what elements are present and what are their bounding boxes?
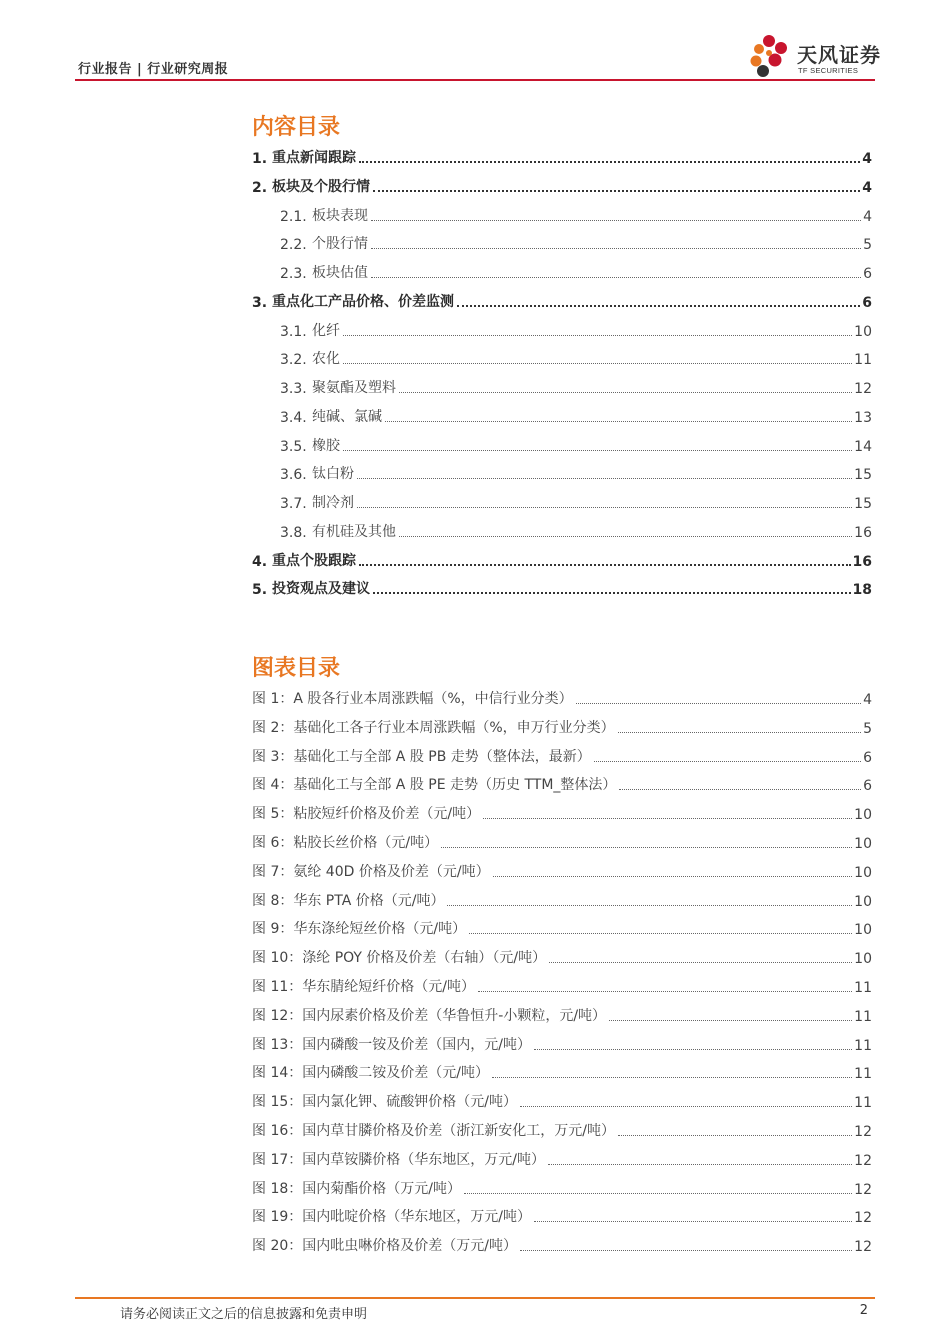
toc-entry-title: 有机硅及其他	[312, 523, 396, 540]
toc-entry-title: 重点个股跟踪	[272, 552, 356, 569]
dot-leader	[373, 190, 860, 192]
toc-entry-number: 5.	[252, 582, 268, 599]
footer-divider	[75, 1297, 875, 1299]
toc-entry-number: 3.5.	[280, 438, 307, 455]
figure-entry-page: 12	[854, 1152, 872, 1169]
toc-entry[interactable]	[252, 550, 872, 570]
figure-entry[interactable]	[252, 1178, 872, 1198]
dot-leader	[359, 564, 851, 566]
dot-leader	[492, 1077, 852, 1078]
toc-entry-page: 6	[863, 266, 872, 282]
figure-entry-page: 10	[854, 893, 872, 910]
dot-leader	[576, 703, 861, 704]
footer-page-number: 2	[859, 1303, 868, 1318]
toc-entry-number: 3.2.	[280, 352, 307, 369]
dot-leader	[399, 392, 852, 393]
dot-leader	[343, 363, 852, 364]
toc-entry-title: 板块估值	[312, 265, 368, 281]
figure-entry[interactable]	[252, 1034, 872, 1054]
toc-entry-page: 16	[852, 553, 872, 570]
figure-entry-page: 6	[863, 749, 872, 766]
figure-entry-title: 图 2：基础化工各子行业本周涨跌幅（%，申万行业分类）	[252, 719, 615, 736]
toc-entry-number: 2.3.	[280, 266, 307, 282]
brand-logo	[745, 31, 885, 81]
dot-leader	[469, 933, 852, 934]
toc-entry[interactable]	[280, 406, 872, 426]
figure-entry[interactable]	[252, 1091, 872, 1111]
figure-entry-title: 图 3：基础化工与全部 A 股 PB 走势（整体法，最新）	[252, 748, 591, 765]
toc-entry[interactable]	[280, 492, 872, 512]
dot-leader	[464, 1193, 852, 1194]
toc-entry[interactable]	[280, 262, 872, 282]
figure-entry-title: 图 12：国内尿素价格及价差（华鲁恒升-小颗粒，元/吨）	[252, 1007, 607, 1024]
dot-leader	[359, 161, 860, 163]
figure-entry-title: 图 14：国内磷酸二铵及价差（元/吨）	[252, 1065, 489, 1082]
dot-leader	[478, 991, 852, 992]
toc-entry[interactable]	[252, 176, 872, 196]
toc-entry-title: 板块及个股行情	[272, 178, 370, 195]
toc-entry-title: 板块表现	[312, 207, 368, 224]
figure-entry-page: 11	[854, 980, 872, 996]
figure-entry-page: 10	[854, 807, 872, 824]
toc-entry-title: 橡胶	[312, 437, 340, 454]
figure-entry[interactable]	[252, 861, 872, 881]
footer-disclaimer: 请务必阅读正文之后的信息披露和免责申明	[120, 1307, 368, 1322]
dot-leader	[493, 876, 853, 877]
dot-leader	[534, 1049, 852, 1050]
figure-entry-title: 图 19：国内吡啶价格（华东地区，万元/吨）	[252, 1209, 531, 1226]
figure-entry[interactable]	[252, 1235, 872, 1255]
toc-entry-page: 4	[862, 179, 872, 196]
figure-entry-title: 图 7：氨纶 40D 价格及价差（元/吨）	[252, 863, 490, 880]
dot-leader	[357, 507, 852, 508]
figure-entry[interactable]	[252, 746, 872, 766]
toc-entry-number: 3.3.	[280, 381, 307, 397]
toc-entry[interactable]	[280, 377, 872, 397]
figure-entry-page: 11	[854, 1095, 872, 1112]
dot-leader	[357, 478, 852, 479]
toc-entry-page: 6	[862, 294, 872, 311]
figure-entry[interactable]	[252, 1062, 872, 1082]
figure-entry[interactable]	[252, 947, 872, 967]
figure-entry[interactable]	[252, 832, 872, 852]
dot-leader	[483, 818, 852, 819]
figure-entry[interactable]	[252, 890, 872, 910]
figure-entry-title: 图 17：国内草铵膦价格（华东地区，万元/吨）	[252, 1151, 545, 1168]
figure-entry-title: 图 5：粘胶短纤价格及价差（元/吨）	[252, 806, 481, 823]
toc-entry-number: 3.8.	[280, 524, 307, 541]
figure-entry-page: 11	[854, 1037, 872, 1054]
toc-entry-number: 2.1.	[280, 208, 307, 225]
toc-entry-number: 2.2.	[280, 237, 307, 254]
dot-leader	[385, 421, 852, 422]
toc-entry-number: 3.4.	[280, 409, 307, 426]
toc-entry-title: 个股行情	[312, 236, 368, 253]
toc-entry-number: 3.1.	[280, 323, 307, 340]
brand-subtitle: TF SECURITIES	[798, 66, 859, 75]
figure-entry[interactable]	[252, 717, 872, 737]
dot-leader	[549, 962, 852, 963]
dot-leader	[343, 335, 852, 336]
dot-leader	[371, 248, 861, 249]
toc-entry-page: 4	[862, 151, 872, 167]
figure-entry-title: 图 6：粘胶长丝价格（元/吨）	[252, 835, 439, 851]
figure-entry-page: 10	[854, 864, 872, 881]
dot-leader	[594, 761, 861, 762]
figure-entry-page: 12	[854, 1239, 872, 1256]
toc-entry-title: 纯碱、氯碱	[312, 408, 382, 425]
figure-entry-title: 图 15：国内氯化钾、硫酸钾价格（元/吨）	[252, 1094, 517, 1111]
toc-entry-page: 15	[854, 496, 872, 512]
figure-entry-page: 10	[854, 951, 872, 968]
dot-leader	[373, 592, 851, 594]
toc-entry-title: 制冷剂	[312, 495, 354, 511]
dot-leader	[457, 305, 860, 307]
toc-entry-page: 15	[854, 467, 872, 484]
figures-title: 图表目录	[252, 656, 341, 681]
figure-entry-page: 11	[854, 1008, 872, 1025]
toc-entry[interactable]	[280, 233, 872, 253]
figure-entry[interactable]	[252, 803, 872, 823]
toc-title: 内容目录	[252, 115, 341, 140]
toc-entry-title: 化纤	[312, 322, 340, 339]
toc-entry-title: 投资观点及建议	[272, 581, 370, 598]
toc-entry-title: 重点新闻跟踪	[272, 150, 356, 166]
dot-leader	[371, 220, 861, 221]
figure-entry-title: 图 11：华东腈纶短纤价格（元/吨）	[252, 979, 475, 995]
figure-entry-title: 图 1：A 股各行业本周涨跌幅（%，中信行业分类）	[252, 691, 573, 707]
figure-entry-title: 图 16：国内草甘膦价格及价差（浙江新安化工，万元/吨）	[252, 1123, 615, 1139]
dot-leader	[343, 450, 852, 451]
dot-leader	[520, 1250, 852, 1251]
figure-entry-page: 12	[854, 1210, 872, 1227]
petal-logo-icon	[745, 31, 795, 81]
figure-entry-title: 图 4：基础化工与全部 A 股 PE 走势（历史 TTM_整体法）	[252, 777, 617, 794]
toc-entry-number: 3.6.	[280, 467, 307, 484]
toc-entry-page: 11	[854, 352, 872, 369]
toc-entry-page: 13	[854, 409, 872, 426]
toc-entry-page: 5	[863, 237, 872, 254]
toc-entry-title: 重点化工产品价格、价差监测	[272, 293, 454, 310]
dot-leader	[548, 1164, 852, 1165]
toc-entry[interactable]	[252, 147, 872, 167]
report-category: 行业报告 | 行业研究周报	[78, 62, 229, 77]
figure-entry-page: 5	[863, 720, 872, 737]
figure-entry[interactable]	[252, 1149, 872, 1169]
figure-entry-title: 图 20：国内吡虫啉价格及价差（万元/吨）	[252, 1238, 517, 1255]
figure-entry-page: 11	[854, 1066, 872, 1083]
toc-entry-number: 2.	[252, 179, 268, 196]
figure-entry-title: 图 8：华东 PTA 价格（元/吨）	[252, 892, 445, 909]
toc-entry-number: 3.	[252, 294, 268, 311]
figure-entry-title: 图 10：涤纶 POY 价格及价差（右轴）（元/吨）	[252, 950, 547, 967]
figure-entry-page: 10	[854, 922, 872, 939]
toc-entry[interactable]	[280, 205, 872, 225]
toc-entry-number: 4.	[252, 553, 268, 570]
toc-entry[interactable]	[252, 291, 872, 311]
dot-leader	[441, 847, 852, 848]
toc-entry-page: 16	[854, 524, 872, 541]
toc-entry[interactable]	[280, 348, 872, 368]
brand-name: 天风证券	[797, 43, 881, 67]
dot-leader	[618, 1135, 852, 1136]
figure-entry[interactable]	[252, 1120, 872, 1140]
dot-leader	[371, 277, 861, 278]
figure-entry-page: 10	[854, 836, 872, 852]
figure-entry[interactable]	[252, 774, 872, 794]
toc-entry-number: 3.7.	[280, 496, 307, 512]
toc-entry-number: 1.	[252, 151, 268, 167]
figure-entry-title: 图 9：华东涤纶短丝价格（元/吨）	[252, 921, 467, 938]
dot-leader	[534, 1221, 852, 1222]
dot-leader	[609, 1020, 852, 1021]
toc-entry[interactable]	[280, 463, 872, 483]
toc-entry[interactable]	[280, 320, 872, 340]
toc-entry-page: 14	[854, 438, 872, 455]
toc-entry-page: 4	[863, 208, 872, 225]
dot-leader	[520, 1106, 852, 1107]
dot-leader	[619, 789, 861, 790]
toc-entry-title: 钛白粉	[312, 466, 354, 483]
toc-entry-page: 10	[854, 323, 872, 340]
figure-entry[interactable]	[252, 1005, 872, 1025]
figure-entry-page: 6	[863, 778, 872, 795]
toc-entry[interactable]	[280, 435, 872, 455]
figure-entry[interactable]	[252, 918, 872, 938]
toc-entry[interactable]	[280, 521, 872, 541]
dot-leader	[447, 905, 852, 906]
figure-entry-page: 4	[863, 692, 872, 708]
dot-leader	[618, 732, 861, 733]
dot-leader	[399, 536, 852, 537]
toc-entry-page: 12	[854, 381, 872, 397]
figure-entry[interactable]	[252, 976, 872, 996]
toc-entry[interactable]	[252, 578, 872, 598]
toc-entry-title: 农化	[312, 351, 340, 368]
figure-entry-page: 12	[854, 1124, 872, 1140]
figure-entry-title: 图 18：国内菊酯价格（万元/吨）	[252, 1180, 461, 1197]
figure-entry-title: 图 13：国内磷酸一铵及价差（国内，元/吨）	[252, 1036, 531, 1053]
toc-entry-title: 聚氨酯及塑料	[312, 380, 396, 396]
toc-entry-page: 18	[852, 582, 872, 599]
figure-entry-page: 12	[854, 1181, 872, 1198]
figure-entry[interactable]	[252, 1206, 872, 1226]
figure-entry[interactable]	[252, 688, 872, 708]
